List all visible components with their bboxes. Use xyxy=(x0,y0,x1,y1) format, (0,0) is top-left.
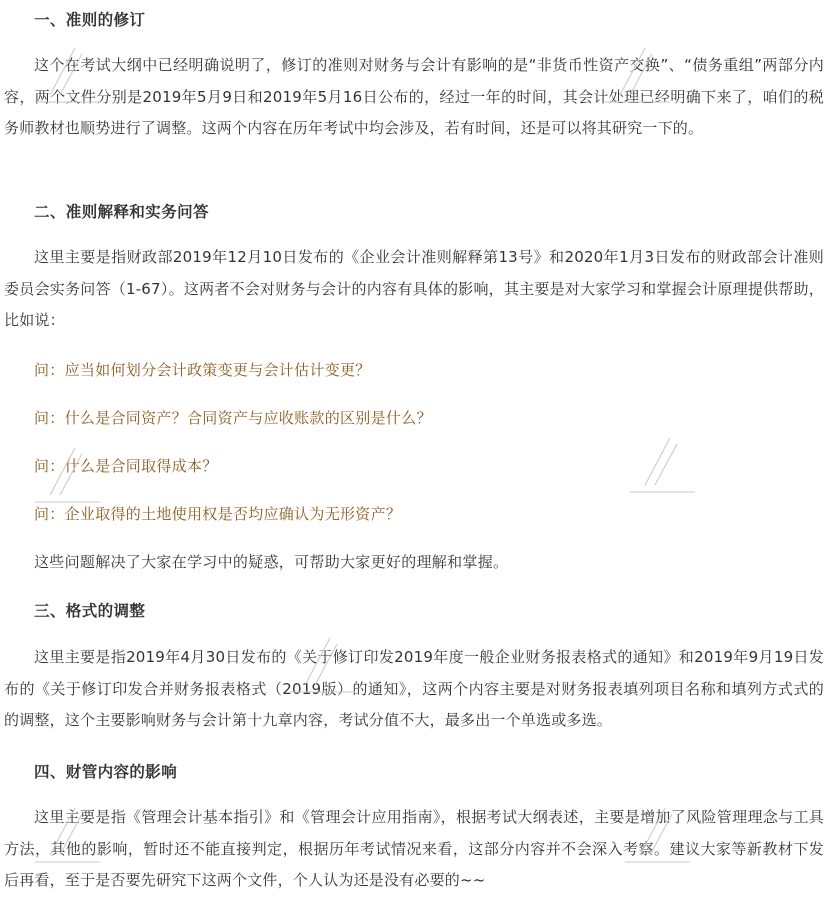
section-3-heading: 三、格式的调整 xyxy=(34,602,146,620)
question-item: 问：什么是合同取得成本？ xyxy=(34,457,218,475)
section-2-heading: 二、准则解释和实务问答 xyxy=(34,203,209,221)
question-item: 问：企业取得的土地使用权是否均应确认为无形资产？ xyxy=(34,505,402,523)
section-1-heading: 一、准则的修订 xyxy=(34,11,146,29)
section-3-paragraph: 这里主要是指2019年4月30日发布的《关于修订印发2019年度一般企业财务报表格式的通知》和2019年9月19日发布的《关于修订印发合并财务报表格式（2019版）的通知》，这两个内容主要是对财务报表填列项目名称和填列方式式的的调整，这个主要影响财务与会计第十九章内容，考试分值不大，最多出一个单选或多选。 xyxy=(4,648,824,729)
section-1-paragraph: 这个在考试大纲中已经明确说明了，修订的准则对财务与会计有影响的是“非货币性资产交换”、“债务重组”两部分内容，两个文件分别是2019年5月9日和2019年5月16日公布的，经过一年的时间，其会计处理已经明确下来了，咱们的税务师教材也顺势进行了调整。这两个内容在历年考试中均会涉及，若有时间，还是可以将其研究一下的。 xyxy=(4,56,824,137)
question-item: 问：应当如何划分会计政策变更与会计估计变更？ xyxy=(34,361,371,379)
watermark-icon xyxy=(625,430,715,500)
section-4-heading: 四、财管内容的影响 xyxy=(34,763,178,781)
section-4-paragraph: 这里主要是指《管理会计基本指引》和《管理会计应用指南》，根据考试大纲表述，主要是增加了风险管理理念与工具方法，其他的影响，暂时还不能直接判定，根据历年考试情况来看，这部分内容并不会深入考察。建议大家等新教材下发后再看，至于是否要先研究下这两个文件，个人认为还是没有必要的~~ xyxy=(4,808,824,889)
question-item: 问：什么是合同资产？合同资产与应收账款的区别是什么？ xyxy=(34,409,432,427)
section-2-paragraph: 这里主要是指财政部2019年12月10日发布的《企业会计准则解释第13号》和2020年1月3日发布的财政部会计准则委员会实务问答（1-67）。这两者不会对财务与会计的内容有具体的影响，其主要是对大家学习和掌握会计原理提供帮助，比如说： xyxy=(4,248,824,329)
section-2-closing: 这些问题解决了大家在学习中的疑惑，可帮助大家更好的理解和掌握。 xyxy=(34,553,509,571)
